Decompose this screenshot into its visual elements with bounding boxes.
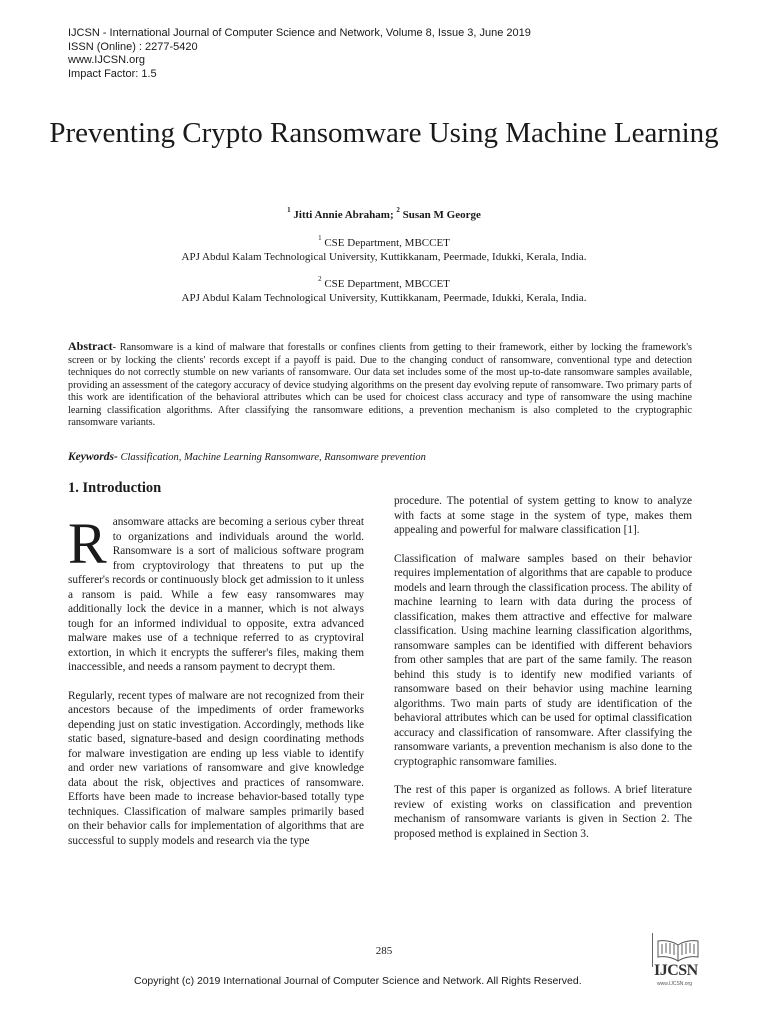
copyright-notice: Copyright (c) 2019 International Journal of Computer Science and Network. All Rights Reserved. bbox=[134, 975, 582, 987]
left-column bbox=[68, 511, 364, 862]
intro-paragraph-4: Classification of malware samples based on their behavior requires implementation of algorithms that are capable to produce models and learn through the classification process. The ability of machine learning to learn with data during the process of classification, makes them attractive and effective for malware classification. Using machine learning classification algorithms, ransomware samples can be identified with different behaviors from other samples that are part of the same family. The reason behind this study is to identify new modified variants of ransomware based on their behavior using machine learning algorithms. Two main parts of study are identification of the behavioral attributes which can be used for optimal classification accuracy and classification of ransomware. After classifying the ransomware variants, a prevention mechanism is also done to the cryptographic ransomware families. bbox=[394, 552, 693, 768]
paper-title: Preventing Crypto Ransomware Using Machine Learning bbox=[49, 117, 719, 149]
open-book-icon bbox=[656, 935, 700, 963]
logo-wordmark: IJCSN bbox=[654, 962, 698, 979]
abstract bbox=[68, 340, 692, 430]
affiliation-1 bbox=[40, 236, 728, 264]
journal-citation: IJCSN - International Journal of Computer Science and Network, Volume 8, Issue 3, June 2019 bbox=[68, 27, 531, 39]
author1-name: Jitti Annie Abraham; bbox=[293, 209, 394, 221]
aff1-department: CSE Department, MBCCET bbox=[324, 237, 450, 249]
section-heading-introduction: 1. Introduction bbox=[68, 480, 162, 496]
intro-paragraph-1-text: ansomware attacks are becoming a serious cyber threat to organizations and individuals around the world. Ransomware is a sort of malicious software program from cryptovirology that threatens to put up the sufferer's records or continuously block get admission to it unless a ransom is paid. While a few easy ransomwares may additionally lock the device in a manner, which is not always tough for an informed individual to opposite, extra advanced malware makes use of a technique referred to as cryptoviral extortion, in which it encrypts the sufferer's files, making them inaccessible, and needs a ransom payment to decrypt them. bbox=[68, 516, 364, 673]
aff2-mark: 2 bbox=[318, 275, 322, 284]
author2-mark: 2 bbox=[396, 206, 400, 215]
logo-divider bbox=[652, 933, 653, 967]
keywords bbox=[68, 451, 426, 463]
journal-logo bbox=[648, 933, 708, 995]
right-column bbox=[394, 494, 692, 855]
keywords-label: Keywords- bbox=[68, 451, 118, 463]
drop-cap: R bbox=[68, 511, 107, 576]
affiliation-2 bbox=[40, 277, 728, 305]
journal-website: www.IJCSN.org bbox=[68, 54, 146, 66]
intro-paragraph-1 bbox=[68, 511, 364, 675]
aff2-department: CSE Department, MBCCET bbox=[324, 278, 450, 290]
aff2-university: APJ Abdul Kalam Technological University, Kuttikkanam, Peermade, Idukki, Kerala, India. bbox=[181, 292, 587, 304]
journal-issn: ISSN (Online) : 2277-5420 bbox=[68, 40, 198, 53]
journal-impact-factor: Impact Factor: 1.5 bbox=[68, 67, 157, 80]
intro-paragraph-3: procedure. The potential of system getting to know to analyze with facts at some stage in the system of type, makes them appealing and powerful for malware classification [1]. bbox=[394, 495, 692, 536]
author-line bbox=[40, 206, 728, 221]
intro-paragraph-2: Regularly, recent types of malware are not recognized from their ancestors because of the impediments of order frameworks depending just on static investigation. Accordingly, methods like static based, signature-based and design coordinating methods for malware investigation are ending up less viable to identify and order new variations of ransomware and give knowledge data about the risk, objectives and practices of ransomware. Efforts have been made to increase behavior-based totally type techniques. Classification of malware samples primarily based on their behavior calls for implementation of algorithms that are successful to supply models and research via the type bbox=[68, 689, 364, 847]
abstract-label: Abstract bbox=[68, 339, 113, 353]
abstract-text: - Ransomware is a kind of malware that forestalls or confines clients from getting to their framework, either by locking the framework's screen or by locking the clients' records except if a payoff is paid. Due to the changing conduct of ransomware, conventional type and detection techniques do not correctly stumble on new variants of ransomware. Our data set includes some of the most up-to-date ransomware samples available, providing an assessment of the category accuracy of device studying algorithms on the present day evolving repute of ransomware. Two primary parts of this work are identification of the behavioral attributes which can be used for choicest class accuracy and type of ransomware the using machine learning classification algorithms. After classifying the ransomware editions, a prevention mechanism is also completed to the cryptographic ransomware variants. bbox=[68, 342, 692, 428]
intro-paragraph-5: The rest of this paper is organized as follows. A brief literature review of existing works on classification and prevention mechanism of ransomware variants is given in Section 2. The proposed method is explained in Section 3. bbox=[394, 784, 692, 840]
aff1-mark: 1 bbox=[318, 234, 322, 243]
page-number: 285 bbox=[375, 945, 393, 957]
author1-mark: 1 bbox=[287, 206, 291, 215]
journal-header bbox=[68, 27, 531, 81]
keywords-text: Classification, Machine Learning Ransomware, Ransomware prevention bbox=[117, 452, 426, 463]
aff1-university: APJ Abdul Kalam Technological University, Kuttikkanam, Peermade, Idukki, Kerala, India. bbox=[181, 251, 587, 263]
logo-url: www.IJCSN.org bbox=[657, 981, 693, 987]
author2-name: Susan M George bbox=[402, 209, 481, 221]
